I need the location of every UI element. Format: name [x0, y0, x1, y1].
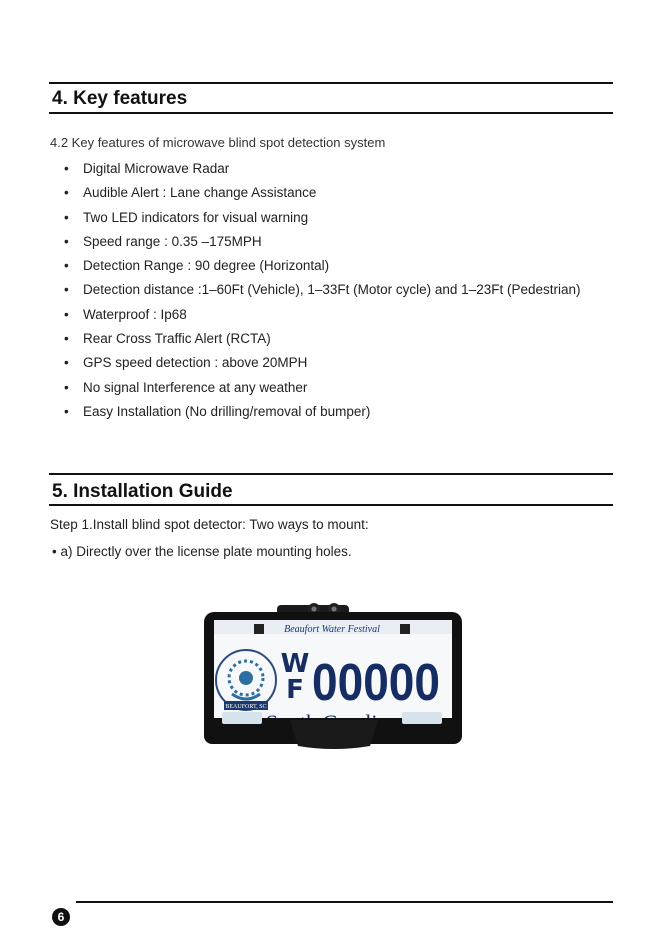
list-item: • Rear Cross Traffic Alert (RCTA) — [64, 327, 584, 351]
section5-title: 5. Installation Guide — [52, 481, 233, 502]
footer-rule — [76, 901, 613, 903]
install-step: Step 1.Install blind spot detector: Two ways to mount: — [50, 517, 369, 532]
list-item: • Easy Installation (No drilling/removal of bumper) — [64, 400, 584, 424]
plate-top-text: Beaufort Water Festival — [284, 624, 380, 635]
seal-text: BEAUFORT, SC — [225, 704, 267, 710]
section5-top-rule — [49, 473, 613, 475]
list-item: • No signal Interference at any weather — [64, 376, 584, 400]
list-item: • Digital Microwave Radar — [64, 157, 584, 181]
section4-bottom-rule — [49, 112, 613, 114]
page-number: 6 — [52, 908, 70, 926]
features-intro: 4.2 Key features of microwave blind spot detection system — [50, 135, 386, 150]
list-item: • Speed range : 0.35 –175MPH — [64, 230, 584, 254]
section4-top-rule — [49, 82, 613, 84]
license-plate-frame-image — [202, 600, 466, 750]
list-item: • Detection distance :1–60Ft (Vehicle), 1–33Ft (Motor cycle) and 1–23Ft (Pedestrian) — [64, 278, 584, 302]
section4-title: 4. Key features — [52, 88, 188, 109]
list-item: • GPS speed detection : above 20MPH — [64, 351, 584, 375]
list-item: • Waterproof : Ip68 — [64, 303, 584, 327]
plate-number: 00000 — [312, 654, 440, 712]
features-list — [64, 157, 584, 424]
list-item: • Audible Alert : Lane change Assistance — [64, 181, 584, 205]
install-substep: • a) Directly over the license plate mounting holes. — [52, 544, 352, 559]
list-item: • Two LED indicators for visual warning — [64, 206, 584, 230]
list-item: • Detection Range : 90 degree (Horizontal) — [64, 254, 584, 278]
plate-letter-bottom: F — [286, 675, 304, 705]
plate-letter-top: W — [280, 649, 310, 679]
section5-bottom-rule — [49, 504, 613, 506]
